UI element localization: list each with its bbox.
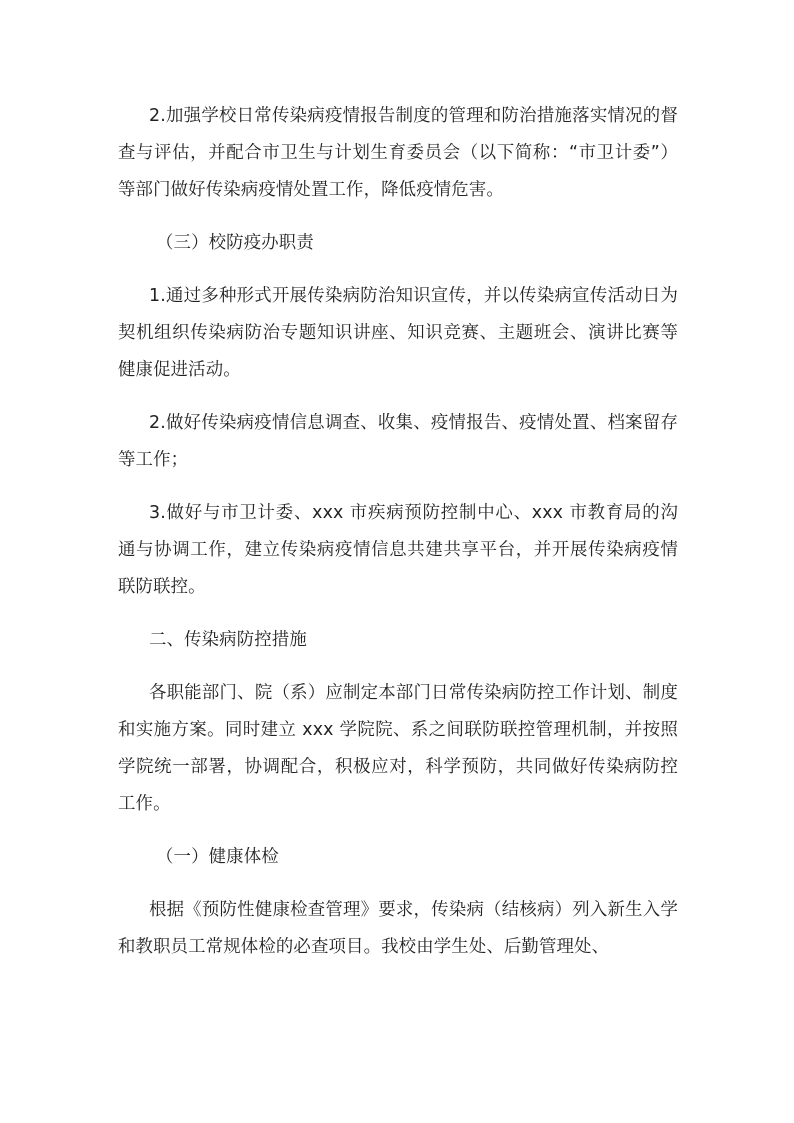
section-heading-health-check: （一）健康体检 <box>156 847 279 867</box>
document-body <box>118 98 678 982</box>
paragraph-supervision: 2.加强学校日常传染病疫情报告制度的管理和防治措施落实情况的督查与评估，并配合市卫生与计划生育委员会（以下简称：“市卫计委”）等部门做好传染病疫情处置工作，降低疫情危害。 <box>118 106 678 200</box>
paragraph-health-check: 根据《预防性健康检查管理》要求，传染病（结核病）列入新生入学和教职员工常规体检的必查项目。我校由学生处、后勤管理处、 <box>118 900 678 957</box>
paragraph-department-plans: 各职能部门、院（系）应制定本部门日常传染病防控工作计划、制度和实施方案。同时建立 xxx 学院院、系之间联防联控管理机制，并按照学院统一部署，协调配合，积极应对，科学预防，共同做好传染病防控工作。 <box>118 683 678 814</box>
section-heading-control-measures: 二、传染病防控措施 <box>149 630 307 650</box>
paragraph-publicity: 1.通过多种形式开展传染病防治知识宣传，并以传染病宣传活动日为契机组织传染病防治专题知识讲座、知识竞赛、主题班会、演讲比赛等健康促进活动。 <box>118 286 678 380</box>
paragraph-information: 2.做好传染病疫情信息调查、收集、疫情报告、疫情处置、档案留存等工作； <box>118 413 678 470</box>
section-heading-epidemic-office: （三）校防疫办职责 <box>156 233 314 253</box>
paragraph-coordination: 3.做好与市卫计委、xxx 市疾病预防控制中心、xxx 市教育局的沟通与协调工作，建立传染病疫情信息共建共享平台，并开展传染病疫情联防联控。 <box>118 503 678 597</box>
